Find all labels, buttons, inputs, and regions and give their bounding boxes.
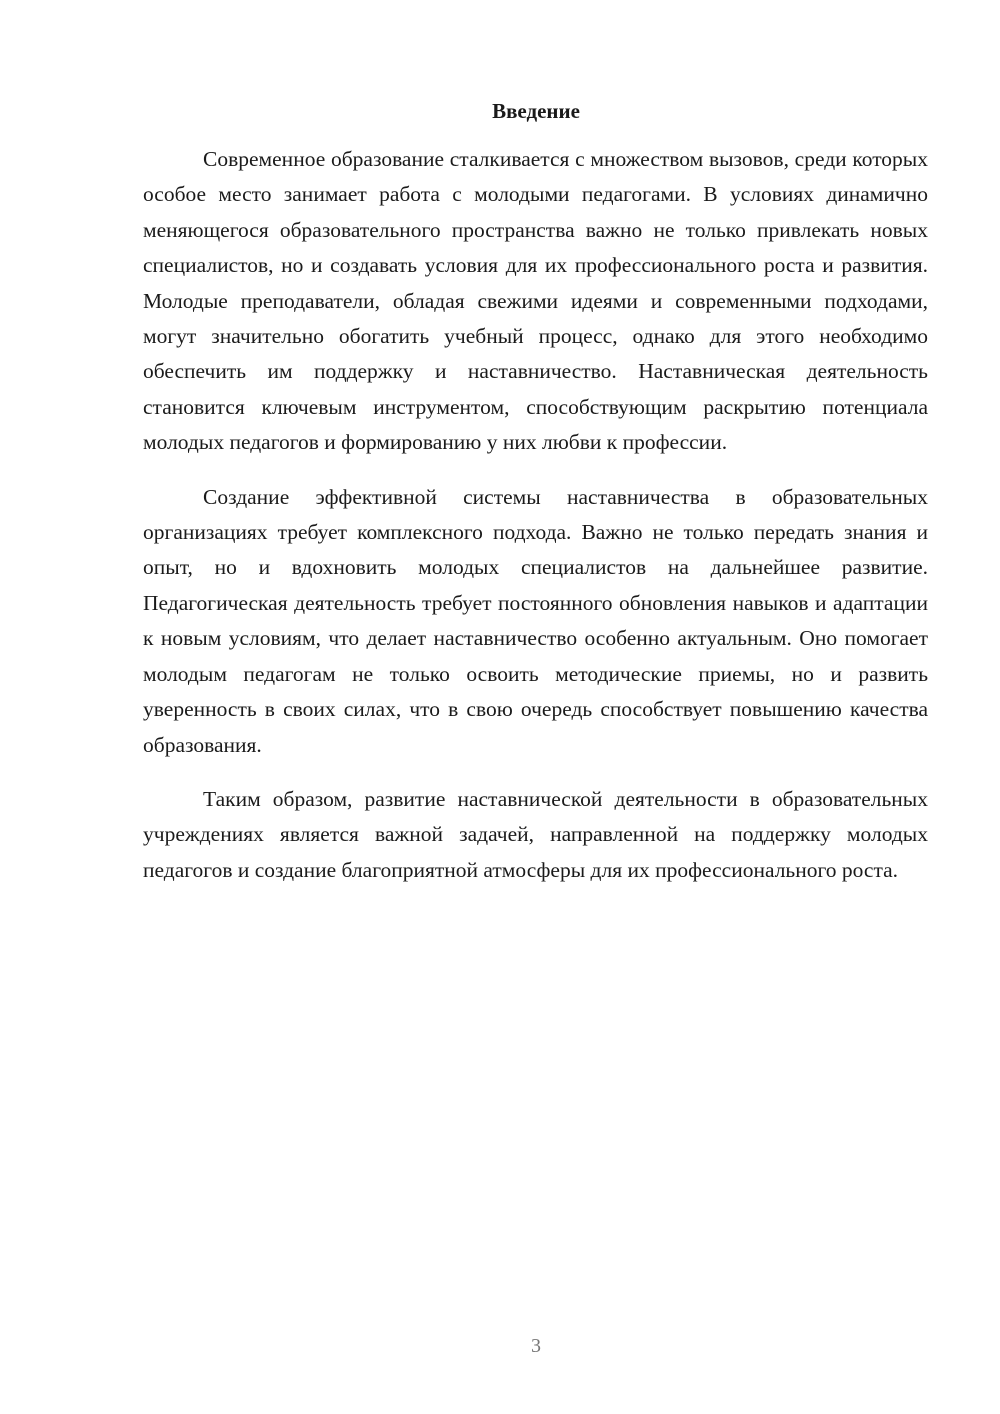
section-heading: Введение bbox=[492, 99, 580, 123]
paragraph: Создание эффективной системы наставничества в образовательных организациях требует комплексного подхода. Важно не только передать знания и опыт, но и вдохновить молодых специалистов на дальнейшее развитие. Педагогическая деятельность требует постоянного обновления навыков и адаптации к новым условиям, что делает наставничество особенно актуальным. Оно помогает молодым педагогам не только освоить методические приемы, но и развить уверенность в своих силах, что в свою очередь способствует повышению качества образования. bbox=[143, 484, 928, 757]
paragraph: Современное образование сталкивается с множеством вызовов, среди которых особое место занимает работа с молодыми педагогами. В условиях динамично меняющегося образовательного пространства важно не только привлекать новых специалистов, но и создавать условия для их профессионального роста и развития. Молодые преподаватели, обладая свежими идеями и современными подходами, могут значительно обогатить учебный процесс, однако для этого необходимо обеспечить им поддержку и наставничество. Наставническая деятельность становится ключевым инструментом, способствующим раскрытию потенциала молодых педагогов и формированию у них любви к профессии. bbox=[143, 147, 928, 455]
body-text bbox=[143, 142, 928, 907]
page-number: 3 bbox=[531, 1335, 541, 1357]
paragraph: Таким образом, развитие наставнической деятельности в образовательных учреждениях является важной задачей, направленной на поддержку молодых педагогов и создание благоприятной атмосферы для их профессионального роста. bbox=[143, 786, 928, 882]
